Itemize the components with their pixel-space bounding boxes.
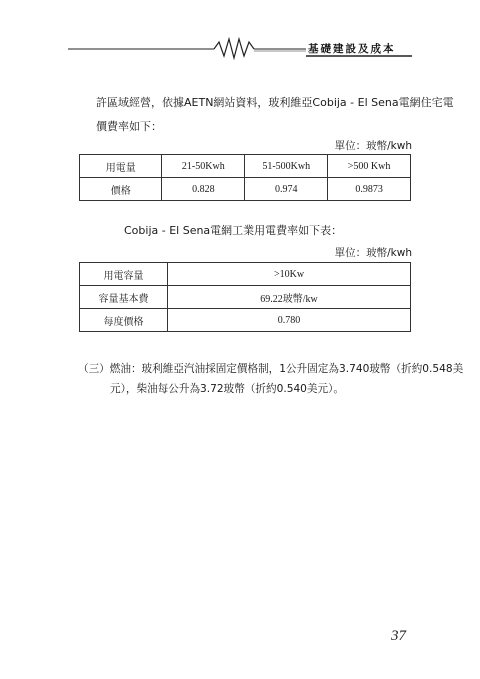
intro-line-2: 價費率如下： — [96, 120, 162, 133]
table-row — [80, 178, 411, 201]
page-number: 37 — [391, 628, 406, 644]
table-cell: 用電容量 — [80, 263, 168, 286]
table-cell: 0.780 — [168, 309, 411, 332]
table-cell: >500 Kwh — [328, 155, 411, 178]
residential-rate-table — [79, 154, 411, 201]
table-row — [80, 155, 411, 178]
fuel-line-2: 元），柴油每公升為3.72玻幣（折約0.540美元）。 — [110, 383, 345, 395]
table-row — [80, 286, 411, 309]
table-cell: 69.22玻幣/kw — [168, 286, 411, 309]
table-cell: 21-50Kwh — [162, 155, 245, 178]
table-cell: 容量基本費 — [80, 286, 168, 309]
table-row — [80, 263, 411, 286]
table-cell: 0.828 — [162, 178, 245, 201]
intro-line-1: 許區域經營，依據AETN網站資料，玻利維亞Cobija - El Sena電網住宅電 — [96, 96, 454, 109]
table-cell: 每度價格 — [80, 309, 168, 332]
table-cell: 0.9873 — [328, 178, 411, 201]
table-cell: 51-500Kwh — [245, 155, 328, 178]
header-rule-zigzag — [0, 34, 480, 60]
industrial-unit-label: 單位：玻幣/kwh — [334, 247, 412, 259]
residential-unit-label: 單位：玻幣/kwh — [334, 140, 412, 152]
fuel-line-1: （三）燃油：玻利維亞汽油採固定價格制，1公升固定為3.740玻幣（折約0.548美 — [78, 363, 464, 375]
table-cell: 0.974 — [245, 178, 328, 201]
table-cell: >10Kw — [168, 263, 411, 286]
table-row — [80, 309, 411, 332]
header-title: 基礎建設及成本 — [308, 43, 396, 55]
industrial-rate-table — [79, 262, 411, 332]
page-header — [0, 34, 480, 60]
table-cell: 價格 — [80, 178, 162, 201]
industrial-caption: Cobija - El Sena電網工業用電費率如下表： — [124, 224, 343, 237]
table-cell: 用電量 — [80, 155, 162, 178]
